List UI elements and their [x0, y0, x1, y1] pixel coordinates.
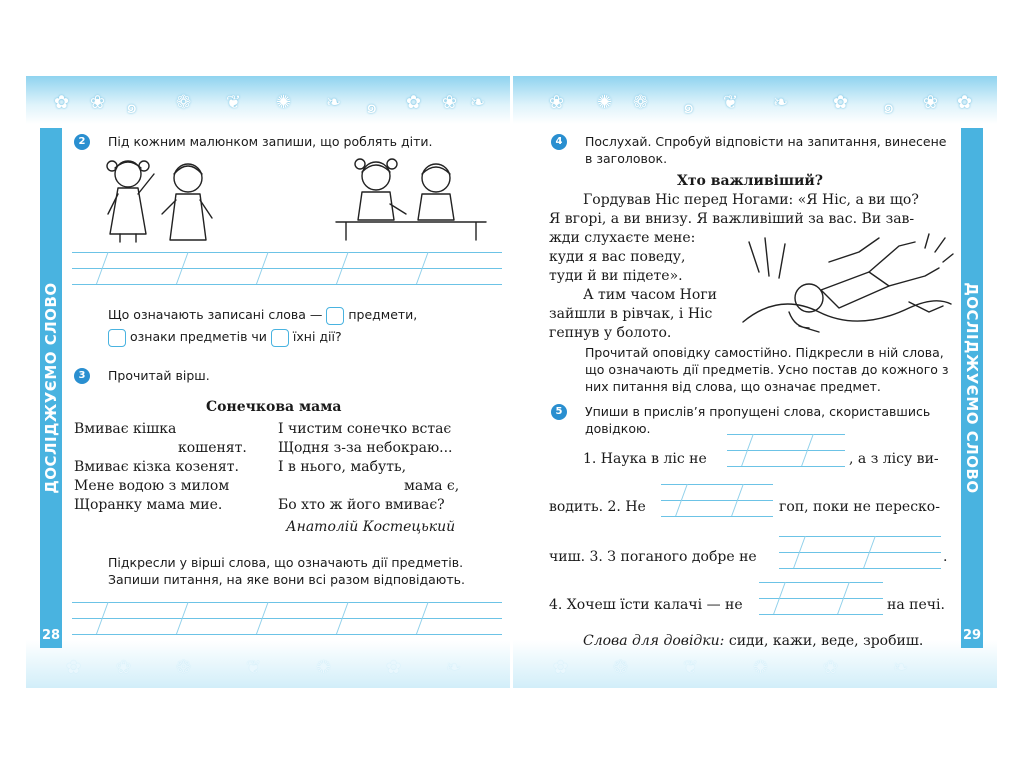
writing-line: [72, 252, 502, 253]
task-instruction: Під кожним малюнком запиши, що роблять діти.: [108, 134, 433, 149]
hint-line: [583, 632, 923, 651]
sun-icon: ✺: [316, 657, 332, 678]
swirl-icon: ๑: [683, 97, 695, 118]
flower-icon: ❀: [116, 657, 132, 678]
sun-icon: ✺: [753, 657, 769, 678]
falling-boy-illustration: [739, 232, 955, 336]
chapter-title: ДОСЛІДЖУЄМО СЛОВО: [963, 282, 981, 494]
flower-icon: ❁: [613, 657, 629, 678]
flower-icon: ❁: [176, 92, 192, 113]
question-part: предмети,: [348, 307, 418, 322]
task-number: 5: [551, 404, 567, 420]
story-line: гепнув у болото.: [549, 325, 672, 341]
leaf-icon: ❦: [246, 657, 262, 678]
proverb-text: на печі.: [887, 597, 945, 613]
poem-line: Щоранку мама мие.: [74, 497, 223, 513]
children-writing-illustration: [336, 154, 486, 240]
story-line: туди й ви підете».: [549, 268, 683, 284]
chapter-sidebar: [961, 128, 983, 648]
story-line: жди слухаєте мене:: [549, 230, 696, 246]
task-instruction: Прочитай оповідку самостійно. Підкресли в ній слова, що означають дії предметів. Усно постав до кожного з них питання від слова, що означає предмет.: [585, 345, 949, 394]
flower-icon: ✿: [553, 657, 569, 678]
question-text: [108, 304, 498, 348]
page-number: 29: [961, 624, 983, 648]
poem-line: І в нього, мабуть,: [278, 459, 407, 475]
snail-icon: ๑: [366, 97, 378, 118]
answer-blank[interactable]: [759, 582, 883, 614]
story-line: зайшли в рівчак, і Ніс: [549, 306, 713, 322]
leaf-icon: ❧: [326, 92, 342, 113]
answer-box[interactable]: [271, 329, 289, 347]
leaf-icon: ❦: [683, 657, 699, 678]
answer-blank[interactable]: [661, 484, 773, 516]
hint-words: сиди, кажи, веде, зробиш.: [728, 633, 924, 649]
hint-label: Слова для довідки:: [583, 633, 725, 649]
proverb-text: водить. 2. Не: [549, 499, 646, 515]
writing-line: [72, 268, 502, 269]
flower-icon: ✿: [833, 92, 849, 113]
story-line: А тим часом Ноги: [583, 287, 717, 303]
task-instruction: Підкресли у вірші слова, що означають дії предметів. Запиши питання, на яке вони всі разом відповідають.: [108, 555, 465, 587]
writing-line: [72, 602, 502, 603]
story-line: Гордував Ніс перед Ногами: «Я Ніс, а ви що?: [583, 192, 919, 208]
poem-line: Мене водою з милом: [74, 478, 230, 494]
swirl-icon: ๑: [126, 97, 138, 118]
question-part: ознаки предметів чи: [129, 329, 267, 344]
answer-box[interactable]: [108, 329, 126, 347]
question-part: Що означають записані слова —: [108, 307, 323, 322]
page-number: 28: [40, 624, 62, 648]
poem-line: Бо хто ж його вмиває?: [278, 497, 445, 513]
task-instruction: Упиши в прислів’я пропущені слова, скориставшись довідкою.: [585, 404, 931, 436]
right-page: [513, 76, 997, 688]
writing-line: [72, 618, 502, 619]
poem-line: мама є,: [404, 478, 460, 494]
children-talking-illustration: [96, 154, 226, 244]
flower-icon: ❁: [633, 92, 649, 113]
flower-icon: ❀: [823, 657, 839, 678]
task-instruction: Прочитай вірш.: [108, 368, 210, 383]
flower-icon: ✿: [386, 657, 402, 678]
poem-line: Вмиває кізка козенят.: [74, 459, 239, 475]
story-line: куди я вас поведу,: [549, 249, 686, 265]
flower-icon: ✿: [66, 657, 82, 678]
proverb-text: гоп, поки не переско-: [779, 499, 940, 515]
poem-line: І чистим сонечко встає: [278, 421, 452, 437]
proverb-text: , а з лісу ви-: [849, 451, 939, 467]
answer-box[interactable]: [326, 307, 344, 325]
writing-line: [72, 284, 502, 285]
top-decorative-band: [26, 76, 510, 124]
leaf-icon: ❧: [773, 92, 789, 113]
leaf-icon: ❦: [723, 92, 739, 113]
leaf-icon: ❧: [893, 657, 909, 678]
left-page: [26, 76, 510, 688]
flower-icon: ❀: [549, 92, 565, 113]
proverb-text: 4. Хочеш їсти калачі — не: [549, 597, 743, 613]
flower-icon: ❀: [923, 92, 939, 113]
task-instruction: Послухай. Спробуй відповісти на запитання, винесене в заголовок.: [585, 134, 947, 166]
poem-line: Щодня з-за небокраю...: [278, 440, 453, 456]
flower-icon: ❁: [176, 657, 192, 678]
leaf-icon: ❧: [446, 657, 462, 678]
task-number: 2: [74, 134, 90, 150]
proverb-text: чиш. 3. З поганого добре не: [549, 549, 757, 565]
chapter-sidebar: [40, 128, 62, 648]
proverb-text: .: [943, 549, 948, 565]
poem-title: Сонечкова мама: [206, 399, 342, 415]
writing-line: [72, 634, 502, 635]
poem-author: Анатолій Костецький: [286, 519, 456, 535]
chapter-title: ДОСЛІДЖУЄМО СЛОВО: [42, 282, 60, 494]
snail-icon: ๑: [883, 97, 895, 118]
poem-line: Вмиває кішка: [74, 421, 177, 437]
flower-icon: ❀: [90, 92, 106, 113]
leaf-icon: ❦: [226, 92, 242, 113]
top-decorative-band: [513, 76, 997, 124]
sun-icon: ✺: [276, 92, 292, 113]
bottom-decorative-band: [26, 640, 510, 688]
sun-icon: ✺: [597, 92, 613, 113]
proverb-text: 1. Наука в ліс не: [583, 451, 707, 467]
story-line: Я вгорі, а ви внизу. Я важливіший за вас. Ви зав-: [549, 211, 915, 227]
answer-blank[interactable]: [779, 536, 941, 568]
story-title: Хто важливіший?: [677, 173, 824, 189]
question-part: їхні дії?: [292, 329, 342, 344]
poem-line: кошенят.: [178, 440, 247, 456]
flower-icon: ❀: [442, 92, 458, 113]
task-number: 4: [551, 134, 567, 150]
flower-icon: ✿: [406, 92, 422, 113]
swirl-icon: ❧: [470, 92, 486, 113]
task-number: 3: [74, 368, 90, 384]
flower-icon: ✿: [957, 92, 973, 113]
flower-icon: ✿: [54, 92, 70, 113]
answer-blank[interactable]: [727, 434, 845, 466]
